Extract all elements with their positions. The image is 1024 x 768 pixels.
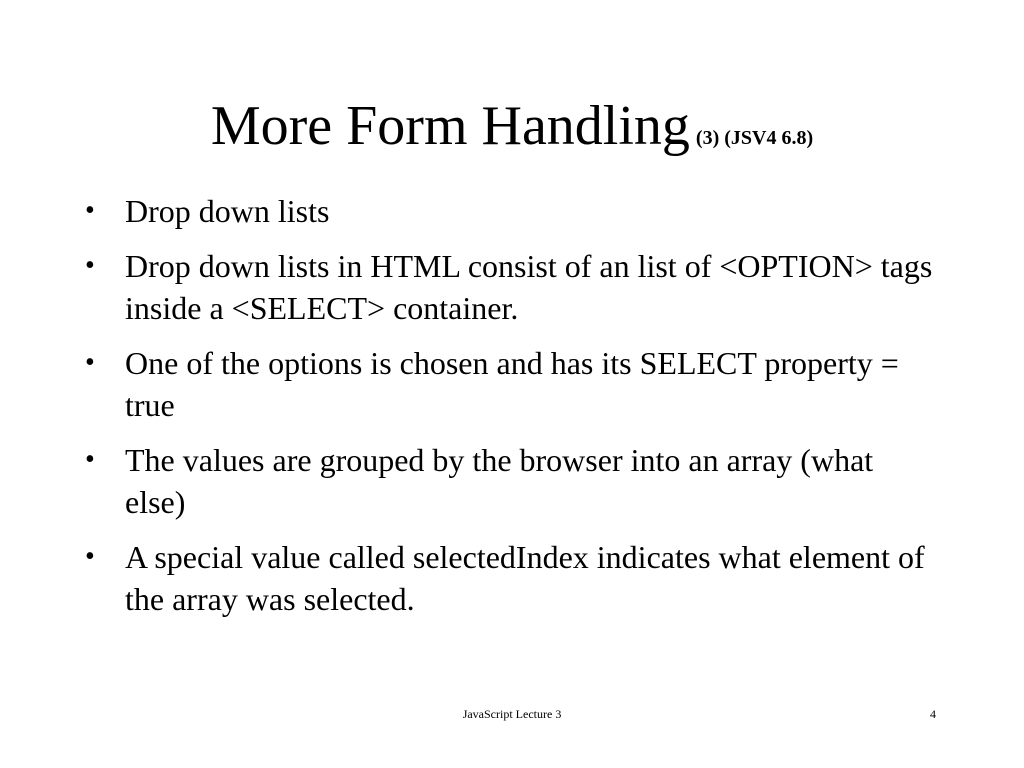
bullet-item bbox=[85, 536, 935, 620]
bullet-icon: • bbox=[85, 444, 95, 475]
bullet-text: The values are grouped by the browser into an array (what else) bbox=[125, 442, 874, 520]
bullet-icon: • bbox=[85, 347, 95, 378]
slide-title bbox=[0, 95, 1024, 157]
bullet-text: Drop down lists bbox=[125, 193, 330, 229]
title-reference: (3) (JSV4 6.8) bbox=[695, 127, 814, 149]
title-main: More Form Handling bbox=[210, 95, 690, 157]
bullet-text: Drop down lists in HTML consist of an list of <OPTION> tags inside a <SELECT> container. bbox=[125, 248, 933, 326]
bullet-text: A special value called selectedIndex indicates what element of the array was selected. bbox=[125, 539, 925, 617]
bullet-item bbox=[85, 342, 935, 426]
bullet-icon: • bbox=[85, 250, 95, 281]
bullet-item bbox=[85, 190, 935, 232]
bullet-icon: • bbox=[85, 541, 95, 572]
bullet-text: One of the options is chosen and has its SELECT property = true bbox=[125, 345, 899, 423]
bullet-list bbox=[85, 190, 935, 633]
page-number: 4 bbox=[930, 707, 936, 721]
footer-text: JavaScript Lecture 3 bbox=[462, 707, 562, 721]
bullet-icon: • bbox=[85, 195, 95, 226]
bullet-item bbox=[85, 245, 935, 329]
bullet-item bbox=[85, 439, 935, 523]
